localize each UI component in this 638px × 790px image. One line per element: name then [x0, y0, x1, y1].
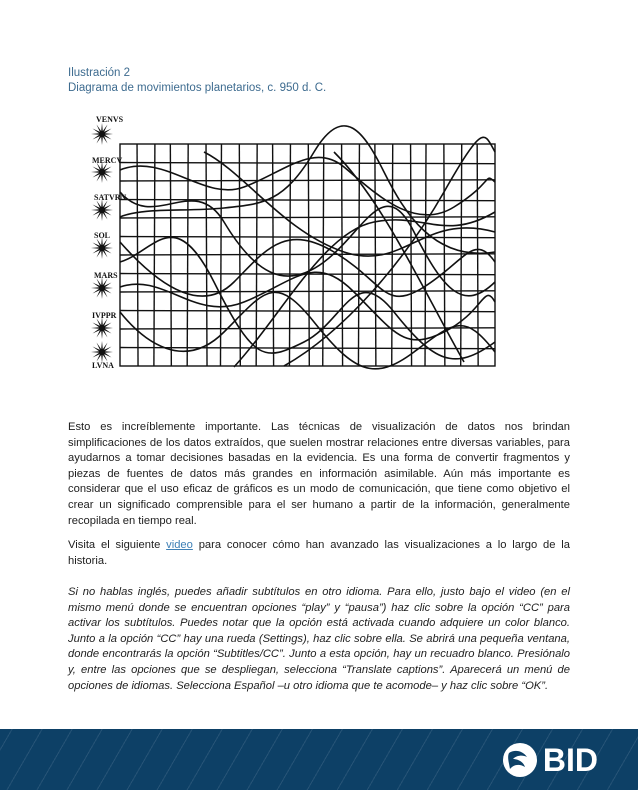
star-icon: [91, 199, 113, 221]
planet-label-moon: LVNA: [92, 361, 114, 370]
grid-vertical-line: [392, 144, 393, 366]
planet-label-jupiter: IVPPR: [92, 311, 117, 320]
planet-label-venus: VENVS: [96, 115, 124, 124]
star-icon: [91, 237, 113, 259]
grid-horizontal-line: [120, 217, 495, 218]
bid-emblem-icon: [501, 741, 539, 779]
bid-logo: [501, 741, 598, 779]
grid-horizontal-line: [120, 328, 495, 329]
grid-vertical-line: [342, 144, 343, 366]
bid-logo-text: BID: [542, 741, 598, 778]
planet-label-saturn: SATVRN: [94, 193, 127, 202]
figure-title: Diagrama de movimientos planetarios, c. 950 d. C.: [68, 82, 327, 94]
grid-vertical-line: [461, 144, 462, 366]
grid-horizontal-line: [120, 291, 495, 292]
planet-label-mercury: MERCV: [92, 156, 123, 165]
planet-label-mars: MARS: [94, 271, 118, 280]
planet-label-sun: SOL: [94, 231, 111, 240]
video-link[interactable]: video: [166, 539, 193, 551]
planetary-diagram: [84, 112, 514, 390]
grid-horizontal-line: [120, 180, 495, 181]
footer-band: [0, 729, 638, 790]
star-icon: [91, 341, 113, 363]
intro-paragraph: Esto es increíblemente importante. Las técnicas de visualización de datos nos brindan simplificaciones de los datos extraídos, que suelen mostrar relaciones entre diversas variables, para ayudarnos a tomar decisiones basadas en la evidencia. Es una forma de convertir fragmentos y piezas de fuentes de datos más grandes en información asimilable. Aún más importante es considerar que el uso eficaz de gráficos es un modo de comunicación, que tiene como objetivo el crear un significado comprensible para el ser humano a partir de la información, generalmente recopilada en tiempo real.: [68, 421, 570, 527]
star-icon: [91, 123, 113, 145]
grid-horizontal-line: [120, 311, 495, 312]
grid-horizontal-line: [120, 254, 495, 255]
video-paragraph: [68, 538, 570, 569]
grid-horizontal-line: [120, 348, 495, 349]
star-icon: [91, 277, 113, 299]
video-paragraph-lead: Visita el siguiente: [68, 539, 167, 551]
star-icon: [91, 317, 113, 339]
subtitles-instructions: Si no hablas inglés, puedes añadir subtítulos en otro idioma. Para ello, justo bajo el video (en el mismo menú donde se encuentran opciones “play” y “pausa”) haz clic sobre la opción “CC” para activar los subtítulos. Puedes notar que la opción está activada cuando adquiere un color blanco. Junto a la opción “CC” hay una rueda (Settings), haz clic sobre ella. Se abrirá una pequeña ventana, donde encontrarás la opción “Subtitles/CC”. Junto a esta opción, hay un recuadro blanco. Presiónalo y, entre las opciones que se despliegan, selecciona “Translate captions”. Aparecerá un menú de opciones de idiomas. Selecciona Español –u otro idioma que te acomode– y haz clic sobre “OK”.: [68, 586, 570, 692]
figure-caption: [68, 66, 326, 96]
planetary-diagram-drawing: [84, 112, 514, 390]
video-paragraph-tail: para conocer cómo han avanzado las visualizaciones a lo largo de la historia.: [68, 539, 570, 567]
figure-label: Ilustración 2: [68, 67, 131, 79]
